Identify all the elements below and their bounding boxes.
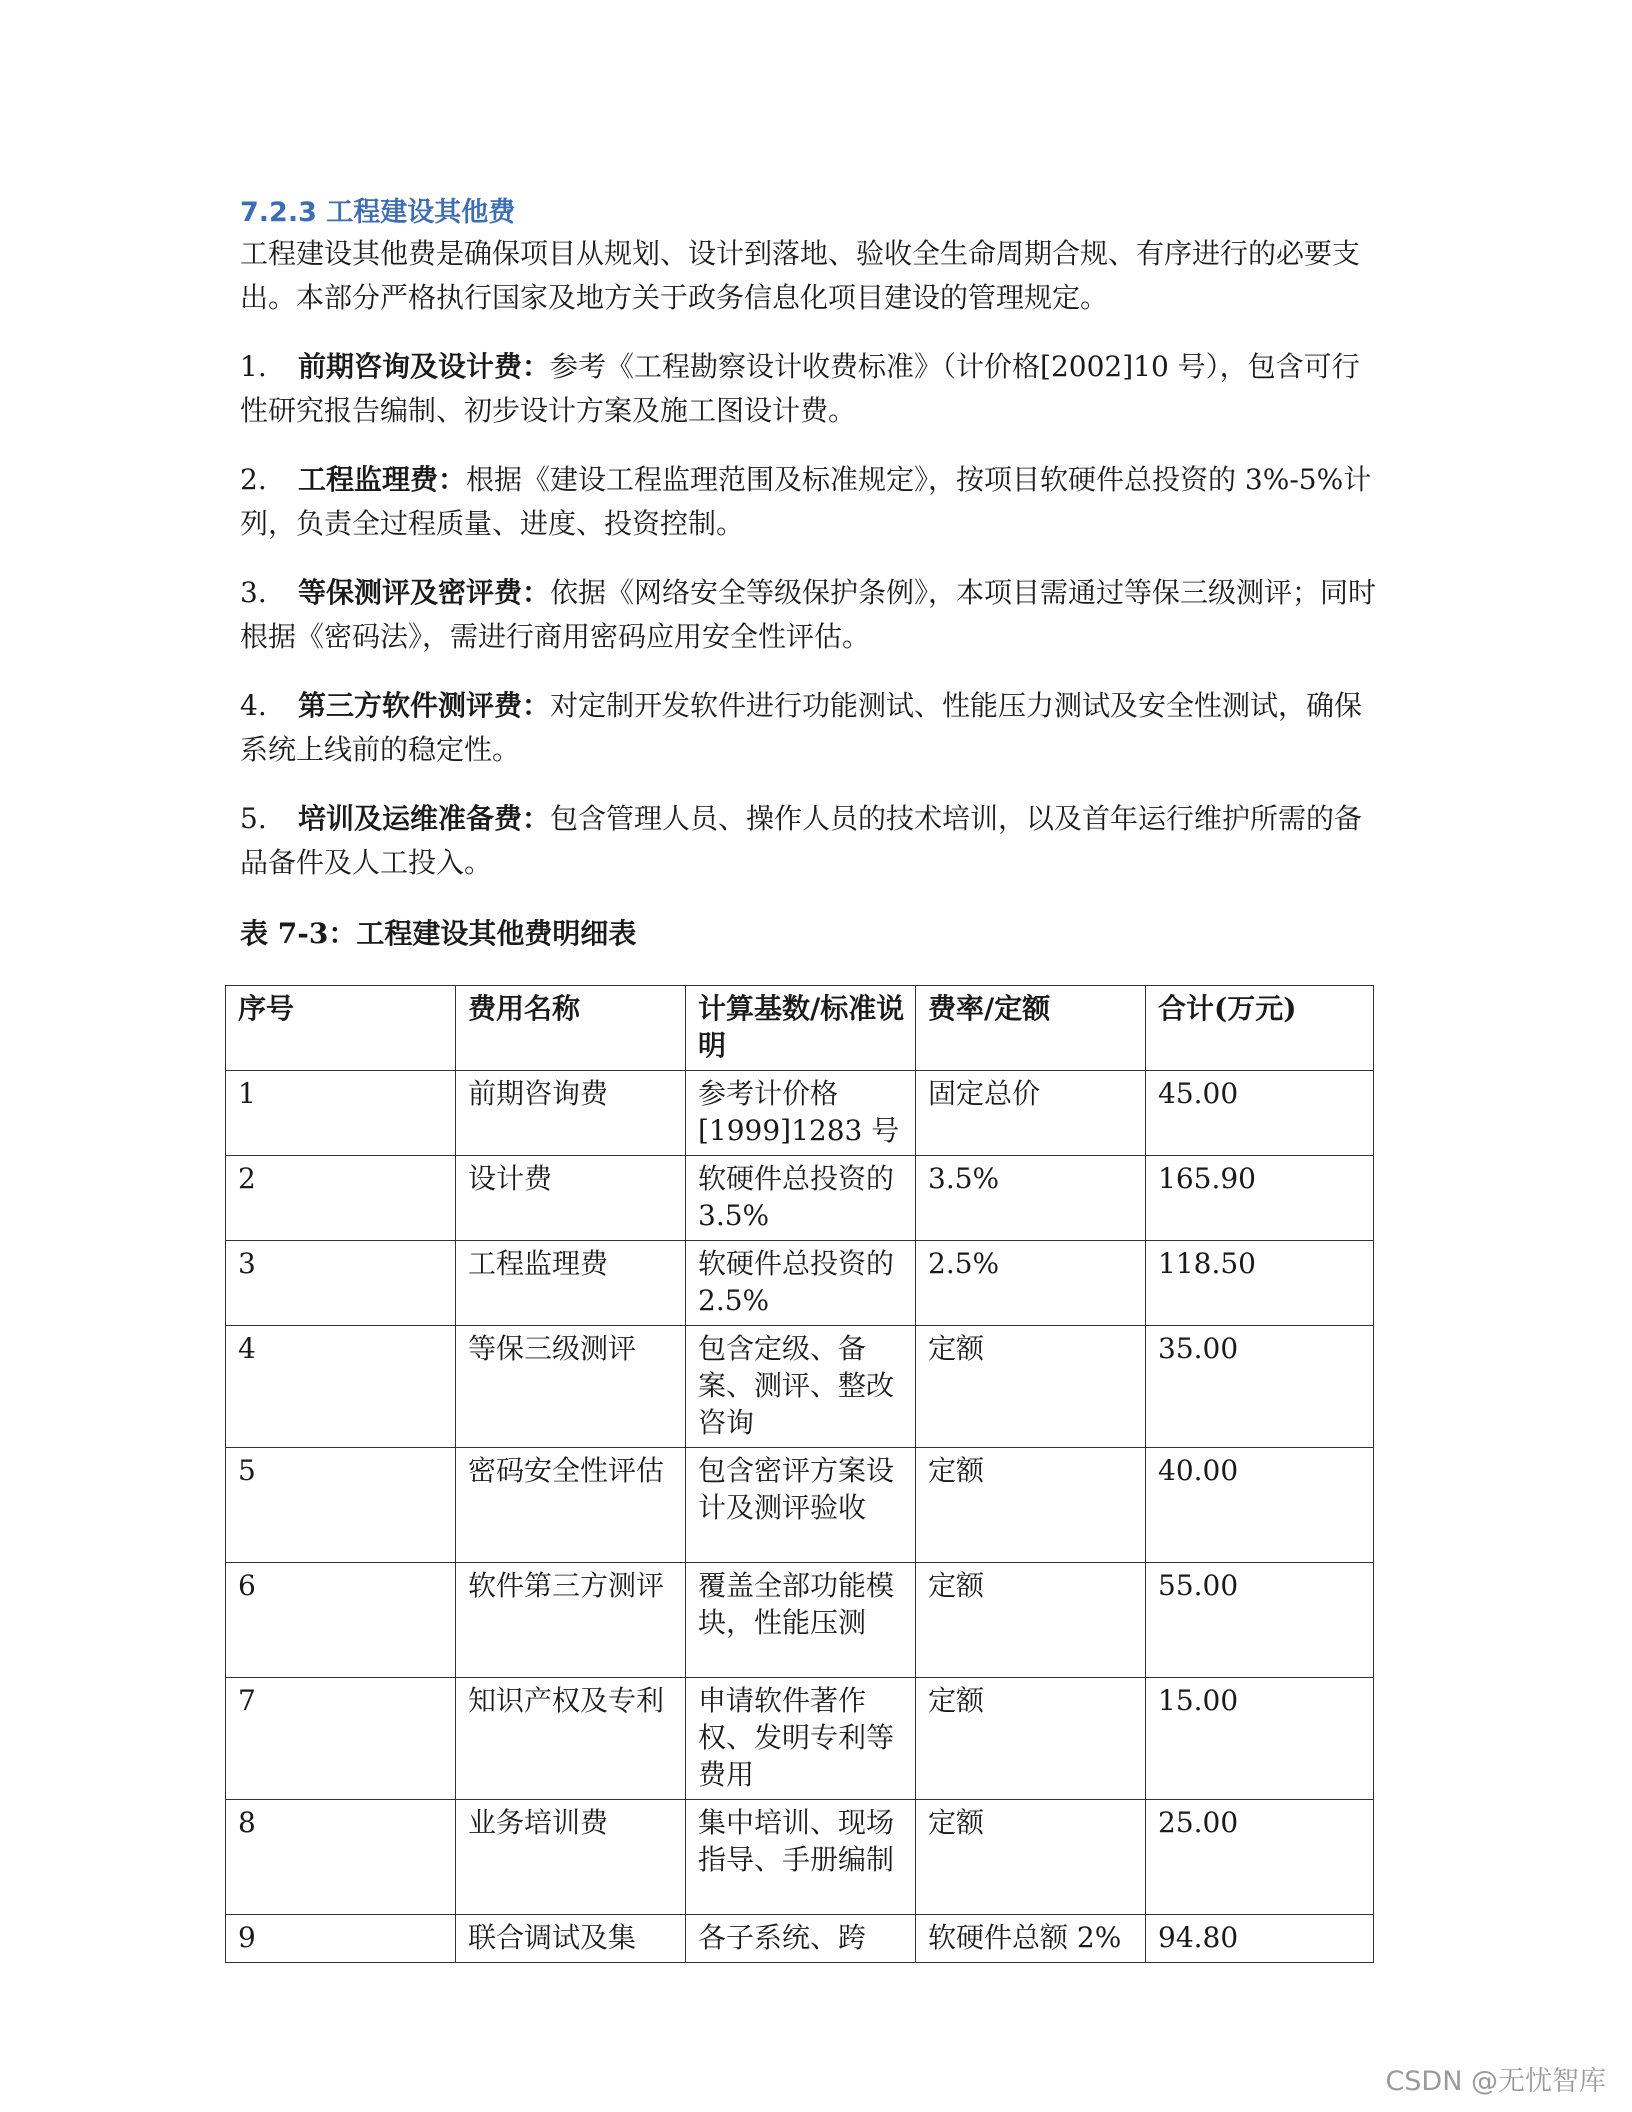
- column-header: 费率/定额: [916, 986, 1146, 1071]
- table-cell: 2.5%: [916, 1241, 1146, 1326]
- list-item: [240, 345, 1380, 433]
- table-cell: 15.00: [1146, 1678, 1374, 1800]
- list-item-text: 参考《工程勘察设计收费标准》（计价格[2002]10 号），包含可行性研究报告编制、初步设计方案及施工图设计费。: [240, 350, 1360, 427]
- list-item-title: 工程监理费：: [298, 463, 467, 496]
- table-cell: 联合调试及集: [456, 1915, 686, 1963]
- table-cell: 40.00: [1146, 1448, 1374, 1563]
- column-header: 费用名称: [456, 986, 686, 1071]
- table-cell: 6: [226, 1563, 456, 1678]
- list-item-number: 2.: [240, 463, 267, 496]
- table-cell: 3: [226, 1241, 456, 1326]
- list-item-title: 等保测评及密评费：: [298, 576, 551, 609]
- watermark: CSDN @无忧智库: [1385, 2066, 1606, 2097]
- list-item-number: 4.: [240, 689, 267, 722]
- list-item-text: 依据《网络安全等级保护条例》，本项目需通过等保三级测评；同时根据《密码法》，需进行商用密码应用安全性评估。: [240, 576, 1377, 653]
- column-header: 序号: [226, 986, 456, 1071]
- table-caption: 表 7-3：工程建设其他费明细表: [240, 917, 637, 950]
- table-row: [226, 1448, 1374, 1563]
- section-heading: 7.2.3 工程建设其他费: [240, 197, 516, 228]
- table-cell: 参考计价格[1999]1283 号: [686, 1071, 916, 1156]
- table-row: [226, 1678, 1374, 1800]
- table-cell: 45.00: [1146, 1071, 1374, 1156]
- table-cell: 包含定级、备案、测评、整改咨询: [686, 1326, 916, 1448]
- column-header: 计算基数/标准说明: [686, 986, 916, 1071]
- table-cell: 定额: [916, 1448, 1146, 1563]
- table-cell: 94.80: [1146, 1915, 1374, 1963]
- intro-paragraph: 工程建设其他费是确保项目从规划、设计到落地、验收全生命周期合规、有序进行的必要支出。本部分严格执行国家及地方关于政务信息化项目建设的管理规定。: [240, 237, 1361, 314]
- table-cell: 定额: [916, 1326, 1146, 1448]
- table-cell: 定额: [916, 1563, 1146, 1678]
- table-row: [226, 1915, 1374, 1963]
- list-item: [240, 684, 1380, 772]
- table-cell: 1: [226, 1071, 456, 1156]
- table-cell: 工程监理费: [456, 1241, 686, 1326]
- table-cell: 软硬件总投资的 3.5%: [686, 1156, 916, 1241]
- table-cell: 定额: [916, 1800, 1146, 1915]
- table-cell: 申请软件著作权、发明专利等费用: [686, 1678, 916, 1800]
- table-cell: 5: [226, 1448, 456, 1563]
- table-cell: 3.5%: [916, 1156, 1146, 1241]
- table-cell: 设计费: [456, 1156, 686, 1241]
- table-cell: 25.00: [1146, 1800, 1374, 1915]
- list-item-text: 包含管理人员、操作人员的技术培训，以及首年运行维护所需的备品备件及人工投入。: [240, 802, 1363, 879]
- table-cell: 7: [226, 1678, 456, 1800]
- table-row: [226, 1326, 1374, 1448]
- table-cell: 软件第三方测评: [456, 1563, 686, 1678]
- table-row: [226, 1241, 1374, 1326]
- list-item-title: 培训及运维准备费：: [298, 802, 551, 835]
- table-header-row: [226, 986, 1374, 1071]
- list-item-number: 1.: [240, 350, 267, 383]
- table-cell: 包含密评方案设计及测评验收: [686, 1448, 916, 1563]
- expense-table: [225, 985, 1374, 1963]
- table-cell: 软硬件总投资的 2.5%: [686, 1241, 916, 1326]
- table-cell: 集中培训、现场指导、手册编制: [686, 1800, 916, 1915]
- table-cell: 业务培训费: [456, 1800, 686, 1915]
- table-row: [226, 1563, 1374, 1678]
- list-item-text: 根据《建设工程监理范围及标准规定》，按项目软硬件总投资的 3%-5%计列，负责全过程质量、进度、投资控制。: [240, 463, 1372, 540]
- table-cell: 8: [226, 1800, 456, 1915]
- table-cell: 密码安全性评估: [456, 1448, 686, 1563]
- list-item: [240, 797, 1380, 885]
- table-cell: 118.50: [1146, 1241, 1374, 1326]
- list-item-number: 5.: [240, 802, 267, 835]
- table-cell: 等保三级测评: [456, 1326, 686, 1448]
- table-cell: 4: [226, 1326, 456, 1448]
- column-header: 合计(万元): [1146, 986, 1374, 1071]
- table-cell: 覆盖全部功能模块，性能压测: [686, 1563, 916, 1678]
- table-cell: 固定总价: [916, 1071, 1146, 1156]
- table-cell: 软硬件总额 2%: [916, 1915, 1146, 1963]
- list-item-title: 前期咨询及设计费：: [298, 350, 551, 383]
- table-cell: 55.00: [1146, 1563, 1374, 1678]
- table-row: [226, 1156, 1374, 1241]
- table-cell: 9: [226, 1915, 456, 1963]
- table-cell: 2: [226, 1156, 456, 1241]
- list-item-number: 3.: [240, 576, 267, 609]
- table-cell: 35.00: [1146, 1326, 1374, 1448]
- table-cell: 知识产权及专利: [456, 1678, 686, 1800]
- table-row: [226, 1800, 1374, 1915]
- table-cell: 前期咨询费: [456, 1071, 686, 1156]
- list-item-title: 第三方软件测评费：: [298, 689, 551, 722]
- list-item: [240, 571, 1380, 659]
- list-item: [240, 458, 1380, 546]
- table-cell: 各子系统、跨: [686, 1915, 916, 1963]
- table-cell: 定额: [916, 1678, 1146, 1800]
- list-item-text: 对定制开发软件进行功能测试、性能压力测试及安全性测试，确保系统上线前的稳定性。: [240, 689, 1363, 766]
- table-cell: 165.90: [1146, 1156, 1374, 1241]
- table-row: [226, 1071, 1374, 1156]
